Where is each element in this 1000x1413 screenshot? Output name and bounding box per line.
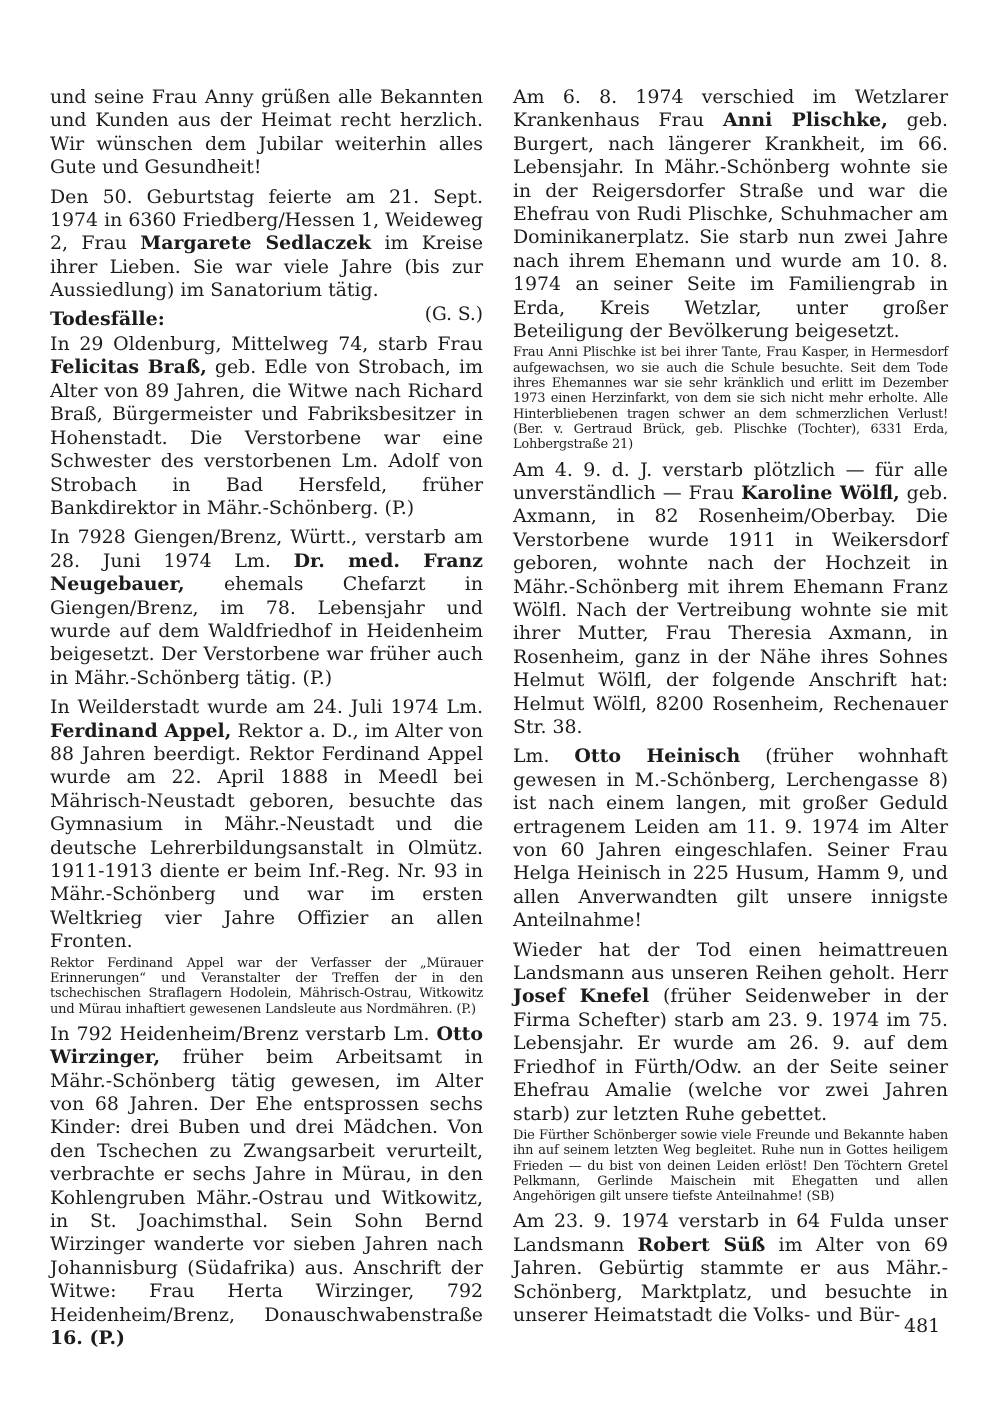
paragraph-text: im Kreise ihrer Lieben. Sie war viele Jahre (bis zur Aussiedlung) im Sanatorium tätig.	[50, 232, 483, 302]
paragraph-text: Am 23. 9. 1974 verstarb in 64 Fulda unser Landsmann	[513, 1210, 948, 1256]
obituary-brass	[50, 333, 483, 520]
person-name: Otto Wirzinger,	[50, 1022, 483, 1069]
person-name: Anni Plischke,	[722, 109, 888, 132]
person-name: Dr. med. Franz Neugebauer,	[50, 549, 483, 596]
obituary-woelfl	[513, 459, 948, 740]
section-heading: Todesfälle:	[50, 307, 165, 330]
obituary-appel	[50, 696, 483, 953]
person-name: Otto Heinisch	[574, 745, 741, 768]
paragraph-text: früher beim Arbeitsamt in Mähr.-Schönberg tätig gewesen, im Alter von 68 Jahren. Der Ehe entsprossen sechs Kinder: drei Buben und drei Mädchen. Von den Tschechen zu Zwangsarbeit verurteilt, verbrachte er sechs Jahre in Mürau, in den Kohlengruben Mähr.-Ostrau und Witkowitz, in St. Joachimsthal. Sein Sohn Bernd Wirzinger wanderte vor sieben Jahren nach Johannisburg (Südafrika) aus. Anschrift der Witwe: Frau Herta Wirzinger, 792 Heidenheim/Brenz, Donauschwabenstraße	[50, 1046, 483, 1326]
obituary-heinisch	[513, 745, 948, 932]
left-column	[50, 86, 483, 1357]
paragraph-text: und seine Frau Anny grüßen alle Bekannten und Kunden aus der Heimat recht herzlich. Wir wünschen dem Jubilar weiterhin alles Gute und Gesundheit!	[50, 86, 483, 179]
paragraph-text: (früher wohnhaft gewesen in M.-Schönberg, Lerchengasse 8) ist nach einem langen, mit großer Geduld ertragenem Leiden am 11. 9. 1974 im Alter von 60 Jahren eingeschlafen. Seiner Frau Helga Heinisch in 225 Husum, Hamm 9, und allen Anverwandten gilt unsere innigste Anteilnahme!	[513, 745, 948, 932]
paragraph-text: geb. Axmann, in 82 Rosenheim/Oberbay. Die Verstorbene wurde 1911 in Weikersdorf geboren, wohnte nach der Hochzeit in Mähr.-Schönberg mit ihrem Ehemann Franz Wölfl. Nach der Vertreibung wohnte sie mit ihrer Mutter, Frau Theresia Axmann, in Rosenheim, ganz in der Nähe ihres Sohnes Helmut Wölfl, der folgende Anschrift hat: Helmut Wölfl, 8200 Rosenheim, Rechenauer Str. 38.	[513, 481, 949, 739]
paragraph-text: In 7928 Giengen/Brenz, Württ., verstarb am 28. Juni 1974 Lm.	[50, 526, 483, 572]
paragraph-text: Am 4. 9. d. J. verstarb plötzlich — für alle unverständlich — Frau	[513, 458, 948, 504]
obituary-plischke-note: Frau Anni Plischke ist bei ihrer Tante, Frau Kasper, in Hermesdorf aufgewachsen, wo sie auch die Schule besuchte. Seit dem Tode ihres Ehemannes war sie sehr kränklich und erlitt im Dezember 1973 einen Herzinfarkt, von dem sie sich nicht mehr erholte. Alle Hinterbliebenen tragen schwer an dem schmerzlichen Verlust! (Ber. v. Gertraud Brück, geb. Plischke (Tochter), 6331 Erda, Lohbergstraße 21)	[513, 345, 948, 453]
paragraph-end: 16. (P.)	[50, 1327, 125, 1350]
obituary-suess	[513, 1210, 948, 1327]
page-number: 481	[904, 1315, 941, 1337]
obituary-neugebauer	[50, 526, 483, 690]
paragraph-text: im Alter von 69 Jahren. Gebürtig stammte er aus Mähr.-Schönberg, Marktplatz, und besuchte in unserer Heimatstadt die Volks- und Bür-	[513, 1233, 948, 1327]
anniversary-greeting	[50, 86, 483, 180]
person-name: Josef Knefel	[513, 985, 650, 1008]
paragraph-text: Den 50. Geburtstag feierte am 21. Sept. 1974 in 6360 Friedberg/Hessen 1, Weideweg 2, Frau	[50, 185, 483, 255]
obituary-wirzinger	[50, 1023, 483, 1351]
paragraph-text: In 29 Oldenburg, Mittelweg 74, starb Frau	[50, 333, 483, 356]
person-name: Ferdinand Appel,	[50, 719, 232, 742]
paragraph-text: Wieder hat der Tod einen heimattreuen Landsmann aus unseren Reihen geholt. Herr	[513, 938, 948, 985]
paragraph-text: ehemals Chefarzt in Giengen/Brenz, im 78. Lebensjahr und wurde auf dem Waldfriedhof in Heidenheim beigesetzt. Der Verstorbene war früher auch in Mähr.-Schönberg tätig. (P.)	[50, 573, 483, 689]
author-signature: (G. S.)	[424, 303, 483, 325]
birthday-notice	[50, 186, 483, 303]
paragraph-text: In Weilderstadt wurde am 24. Juli 1974 Lm.	[50, 696, 483, 719]
paragraph-text: Lm.	[513, 745, 575, 768]
paragraph-text: geb. Burgert, nach längerer Krankheit, im 66. Lebensjahr. In Mähr.-Schönberg wohnte sie in der Reigersdorfer Straße und war die Ehefrau von Rudi Plischke, Schuhmacher am Dominikanerplatz. Sie starb nun zwei Jahre nach ihrem Ehemann und wurde am 10. 8. 1974 an seiner Seite im Familiengrab in Erda, Kreis Wetzlar, unter großer Beteiligung der Bevölkerung beigesetzt.	[513, 109, 949, 343]
person-name: Robert Süß	[637, 1233, 766, 1256]
obituary-plischke	[513, 86, 948, 343]
paragraph-text: In 792 Heidenheim/Brenz verstarb Lm.	[50, 1022, 437, 1045]
paragraph-text: geb. Edle von Strobach, im Alter von 89 Jahren, die Witwe nach Richard Braß, Bürgermeister und Fabriksbesitzer in Hohenstadt. Die Verstorbene war eine Schwester des verstorbenen Lm. Adolf von Strobach in Bad Hersfeld, früher Bankdirektor in Mähr.-Schönberg. (P.)	[50, 356, 483, 519]
paragraph-text: Rektor a. D., im Alter von 88 Jahren beerdigt. Rektor Ferdinand Appel wurde am 22. April 1888 in Meedl bei Mährisch-Neustadt geboren, besuchte das Gymnasium in Mähr.-Neustadt und die deutsche Lehrerbildungsanstalt in Olmütz. 1911-1913 diente er beim Inf.-Reg. Nr. 93 in Mähr.-Schönberg und war im ersten Weltkrieg vier Jahre Offizier an allen Fronten.	[50, 719, 483, 953]
obituary-appel-note: Rektor Ferdinand Appel war der Verfasser der „Mürauer Erinnerungen“ und Veranstalter der Treffen der in den tschechischen Straflagern Hodolein, Mährisch-Ostrau, Witkowitz und Mürau inhaftiert gewesenen Landsleute aus Nordmähren. (P.)	[50, 955, 483, 1017]
paragraph-text: (früher Seidenweber in der Firma Schefter) starb am 23. 9. 1974 im 75. Lebensjahr. Er wurde am 26. 9. auf dem Friedhof in Fürth/Odw. an der Seite seiner Ehefrau Amalie (welche vor zwei Jahren starb) zur letzten Ruhe gebettet.	[513, 985, 949, 1125]
paragraph-text: Am 6. 8. 1974 verschied im Wetzlarer Krankenhaus Frau	[513, 86, 948, 132]
person-name: Karoline Wölfl,	[741, 481, 900, 504]
obituary-knefel	[513, 939, 948, 1126]
right-column	[513, 86, 948, 1333]
obituary-knefel-note: Die Fürther Schönberger sowie viele Freunde und Bekannte haben ihn auf seinem letzten Weg begleitet. Ruhe nun in Gottes heiligem Frieden — du bist von deinen Leiden erlöst! Den Töchtern Gretel Pelkmann, Gerlinde Maischein mit Ehegatten und allen Angehörigen gilt unsere tiefste Anteilnahme! (SB)	[513, 1127, 948, 1205]
person-name: Felicitas Braß,	[50, 356, 207, 379]
person-name: Margarete Sedlaczek	[140, 232, 372, 255]
